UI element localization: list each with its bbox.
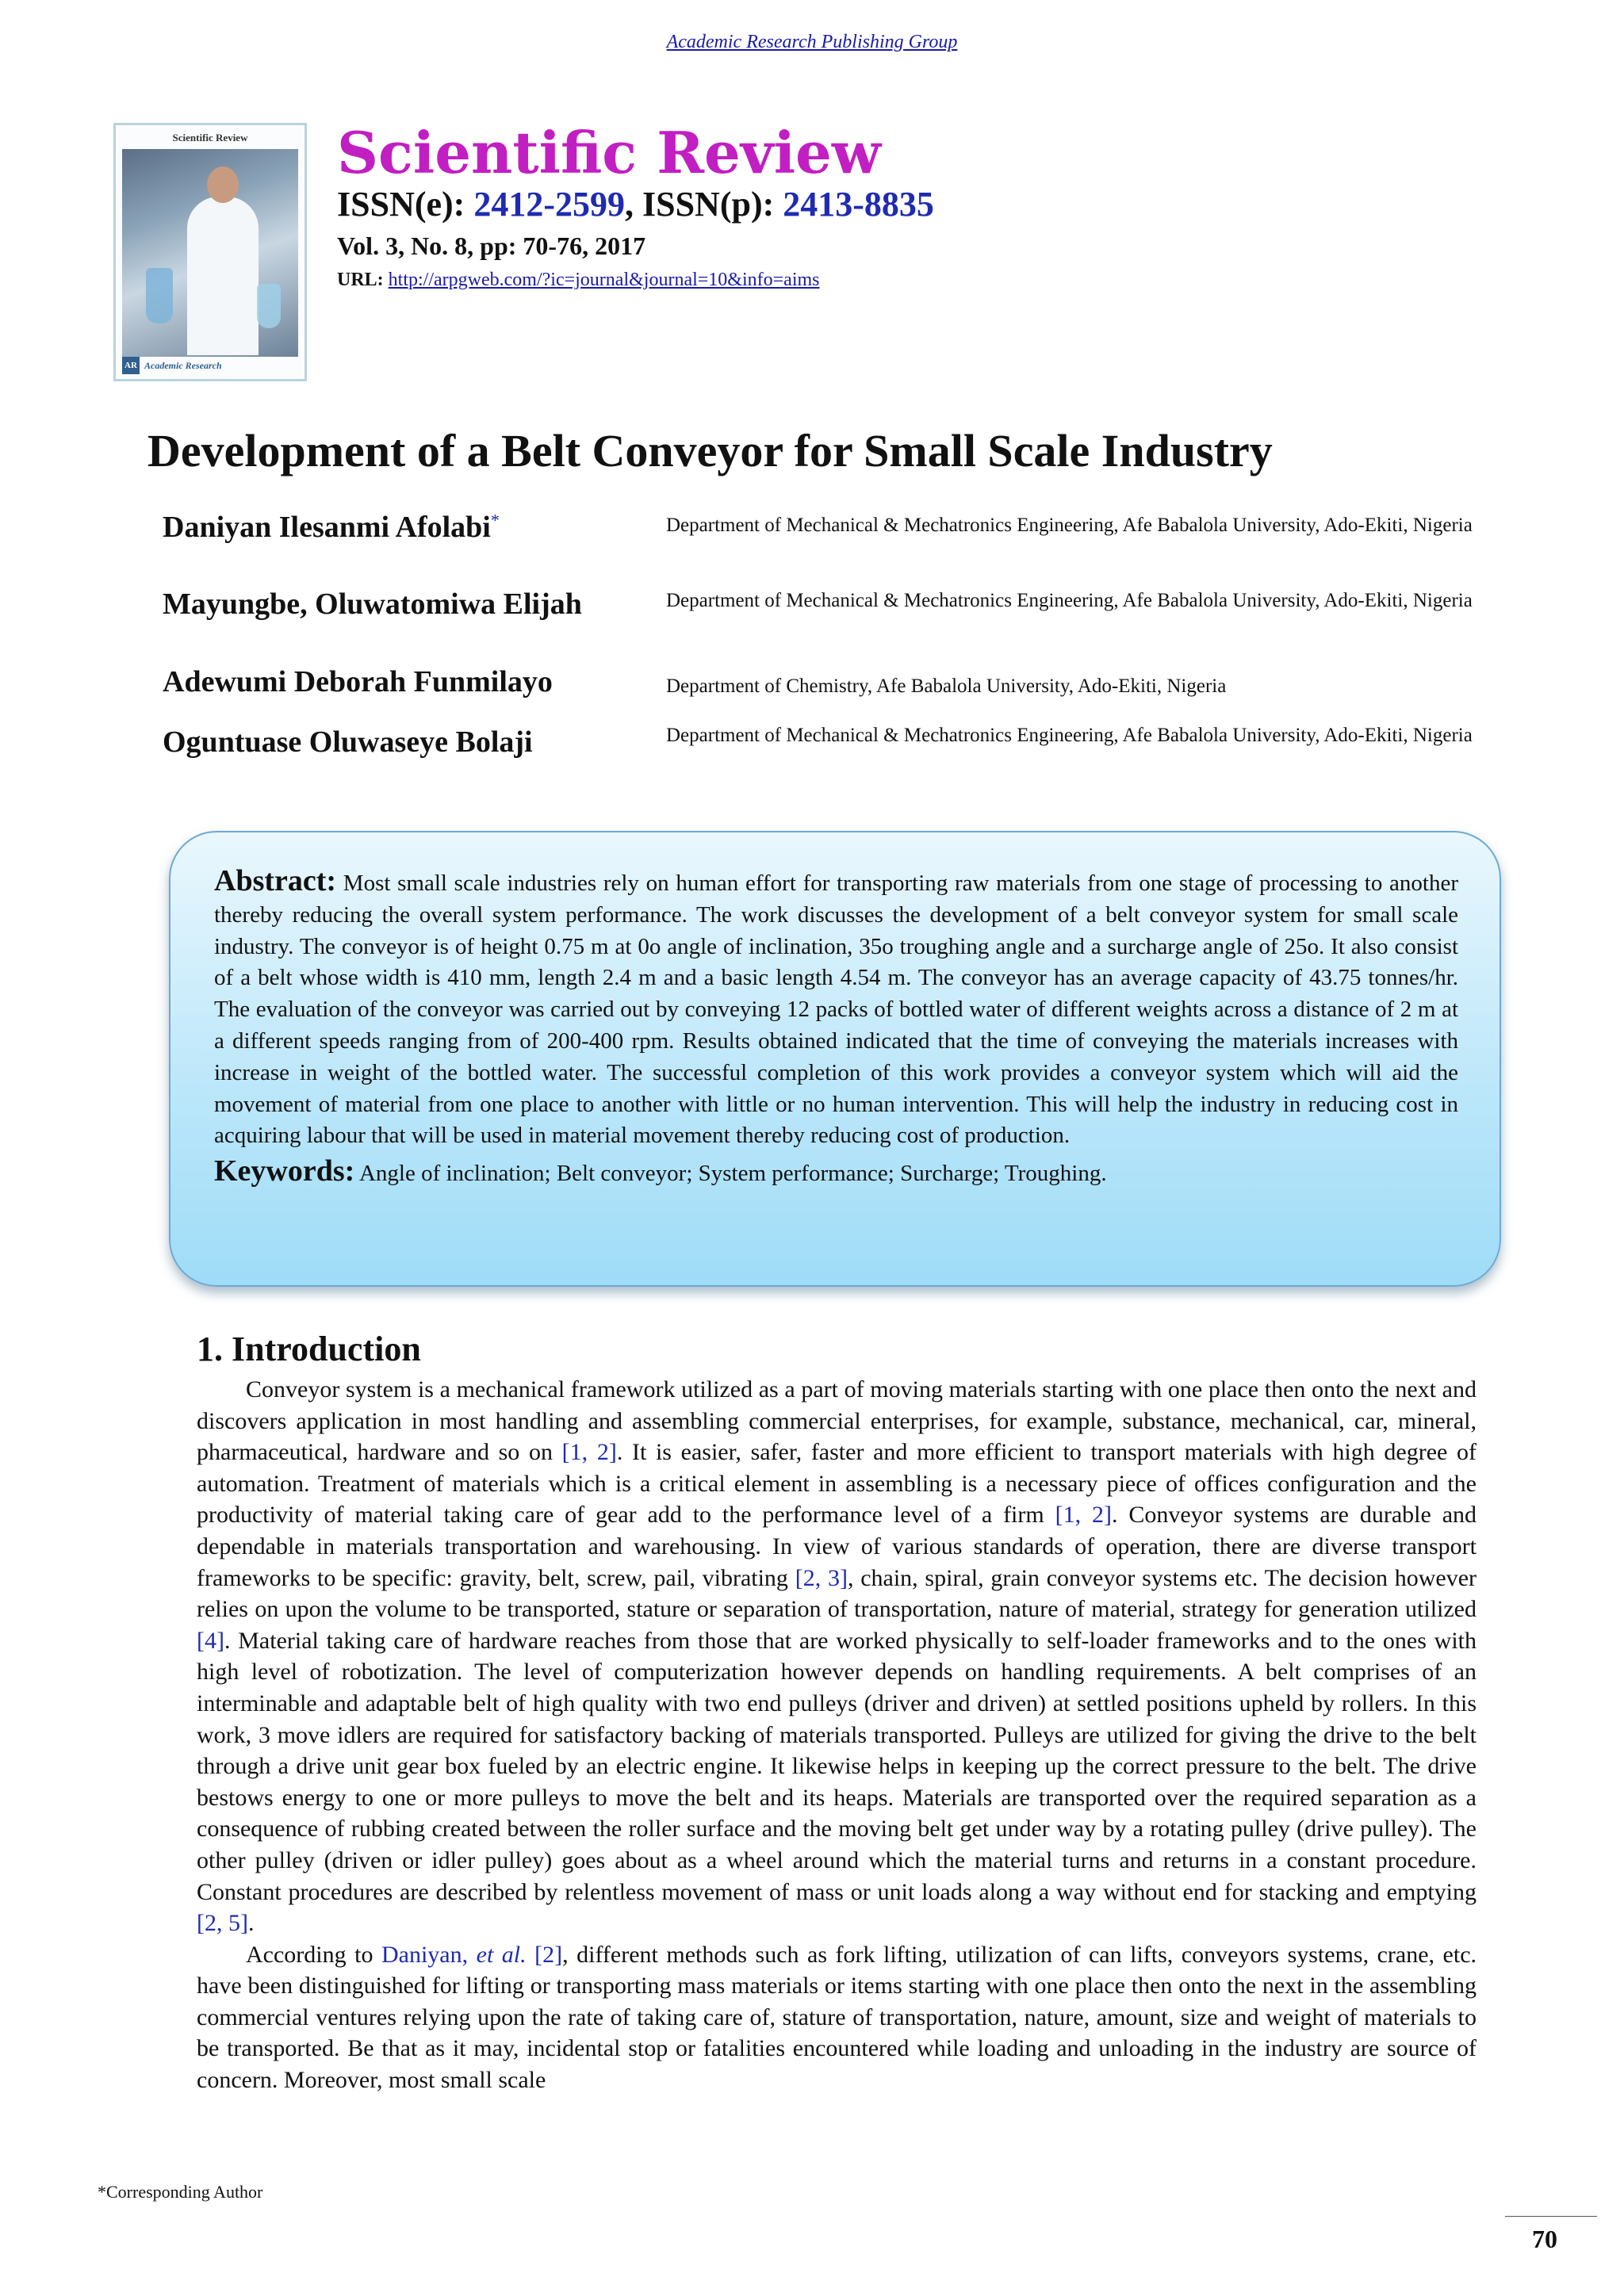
citation-link[interactable]: [1, 2] [1055,1502,1112,1529]
journal-url-link[interactable]: http://arpgweb.com/?ic=journal&journal=10&info=aims [388,270,820,290]
author-name-text: Daniyan Ilesanmi Afolabi [163,511,491,544]
citation-et-al[interactable]: et al. [476,1941,527,1968]
publisher-logo-text: Academic Research [144,359,222,371]
publisher-logo-mark: AR [122,357,140,374]
issn-line [337,184,934,224]
abstract-box [169,831,1501,1287]
keywords-line [214,1154,1458,1188]
author-name [163,725,533,760]
page-number-rule [1505,2216,1597,2217]
body-text-run: . [247,1910,255,1937]
body-text-run: According to [246,1941,381,1968]
body-text-run: , chain, spiral, grain conveyor systems etc. The decision however relies on upon the volume to be transported, stature or separation of transportation, nature of material, strategy for generation utilized [197,1564,1477,1623]
publisher-logo [122,357,222,374]
url-label: URL: [337,270,389,290]
body-text-run: Conveyor system is a mechanical framework utilized as a part of moving materials starting with one place then onto the next and discovers application in most handling and assembling commercial enterprises, for example, substance, mechanical, car, mineral, pharmaceutical, hardware and so on [197,1376,1477,1466]
citation-author-link[interactable]: Daniyan [381,1941,462,1968]
body-text-run: . Conveyor systems are durable and dependable in materials transportation and warehousing. In view of various standards of operation, there are diverse transport frameworks to be specific: gravity, belt, screw, pail, vibrating [197,1502,1477,1591]
cover-title: Scientific Review [172,132,248,144]
body-paragraph [197,1939,1477,2096]
flask-icon [146,268,173,323]
page-number: 70 [1532,2225,1557,2253]
section-heading-introduction: 1. Introduction [197,1330,421,1368]
keywords-label: Keywords: [214,1154,355,1188]
body-text-run: , [462,1941,477,1968]
citation-link[interactable]: [1, 2] [561,1439,617,1466]
issn-p-label: , ISSN(p): [624,185,783,224]
author-name-text: Mayungbe, Oluwatomiwa Elijah [163,587,582,621]
citation-link[interactable]: [2] [534,1941,563,1968]
author-name [163,664,553,699]
journal-name: Scientific Review [337,119,881,186]
keywords-text: Angle of inclination; Belt conveyor; System performance; Surcharge; Troughing. [358,1161,1107,1187]
body-text-run [527,1942,535,1968]
journal-cover-image [113,123,307,381]
paper-title: Development of a Belt Conveyor for Small Scale Industry [147,425,1273,476]
body-text-run: . Material taking care of hardware reaches from those that are worked physically to self-loader frameworks and to the ones with high level of robotization. The level of computerization however depends on handling requirements. A belt comprises of an interminable and adaptable belt of high quality with two end pulleys (driver and driven) at settled positions upheld by rollers. In this work, 3 move idlers are required for satisfactory backing of materials transported. Pulleys are utilized for giving the drive to the belt through a drive unit gear box fueled by an electric engine. It likewise helps in keeping up the correct pressure to the belt. The drive bestows energy to one or more pulleys to move the belt and its heaps. Materials are transported over the required separation as a consequence of rubbing created between the roller surface and the moving belt get under way by a rotating pulley (drive pulley). The other pulley (driven or idler pulley) goes about as a wheel around which the material turns and returns in a constant procedure. Constant procedures are described by relentless movement of mass or unit loads along a way without end for stacking and emptying [197,1627,1477,1905]
scientist-head [207,166,239,203]
introduction-body [197,1374,1477,2096]
citation-link[interactable]: [2, 3] [795,1564,848,1591]
abstract-paragraph [214,866,1458,1152]
author-affiliation: Department of Mechanical & Mechatronics Engineering, Afe Babalola University, Ado-Ekiti, Nigeria [666,590,1473,611]
author-name-text: Oguntuase Oluwaseye Bolaji [163,725,533,759]
corresponding-mark[interactable]: * [490,510,500,530]
flask-icon [257,284,281,328]
abstract-text: Most small scale industries rely on human effort for transporting raw materials from one stage of processing to another thereby reducing the overall system performance. The work discusses the development of a belt conveyor system for small scale industry. The conveyor is of height 0.75 m at 0o angle of inclination, 35o troughing angle and a surcharge angle of 25o. It also consist of a belt whose width is 410 mm, length 2.4 m and a basic length 4.54 m. The conveyor has an average capacity of 43.75 tonnes/hr. The evaluation of the conveyor was carried out by conveying 12 packs of bottled water of different weights across a distance of 2 m at a different speeds ranging from of 200-400 rpm. Results obtained indicated that the time of conveying the materials increases with increase in weight of the bottled water. The successful completion of this work provides a conveyor system which will aid the movement of material from one place to another with little or no human intervention. This will help the industry in reducing cost in acquiring labour that will be used in material movement thereby reducing cost of production. [214,871,1458,1149]
publisher-link[interactable]: Academic Research Publishing Group [666,32,958,52]
author-affiliation: Department of Chemistry, Afe Babalola University, Ado-Ekiti, Nigeria [666,675,1227,697]
author-name [163,510,500,545]
citation-link[interactable]: [2, 5] [197,1910,248,1937]
citation-link[interactable]: [4] [197,1627,224,1654]
cover-photo-scientist [122,149,298,357]
abstract-label: Abstract: [214,864,337,897]
body-paragraph [197,1374,1477,1939]
scientist-figure [187,197,259,355]
journal-url-line [337,270,820,291]
issn-e-label: ISSN(e): [337,185,474,224]
issn-p-value: 2413-8835 [783,185,934,224]
volume-line: Vol. 3, No. 8, pp: 70-76, 2017 [337,232,646,260]
author-affiliation: Department of Mechanical & Mechatronics Engineering, Afe Babalola University, Ado-Ekiti, Nigeria [666,725,1473,746]
issn-e-value: 2412-2599 [473,185,625,224]
author-affiliation: Department of Mechanical & Mechatronics Engineering, Afe Babalola University, Ado-Ekiti, Nigeria [666,515,1473,536]
body-text-run: . It is easier, safer, faster and more efficient to transport materials with high degree of automation. Treatment of materials which is a critical element in assembling is a necessary piece of offices configuration and the productivity of material taking care of gear add to the performance level of a firm [197,1439,1477,1529]
corresponding-author-footnote: *Corresponding Author [98,2182,263,2202]
author-name-text: Adewumi Deborah Funmilayo [163,665,553,698]
body-text-run: , different methods such as fork lifting, utilization of can lifts, conveyors systems, crane, etc. have been distinguished for lifting or transporting mass materials or items starting with one place then onto the next in the assembling commercial ventures relying upon the rate of taking care of, stature of transportation, nature, amount, size and weight of materials to be transported. Be that as it may, incidental stop or fatalities encountered while loading and unloading in the industry are source of concern. Moreover, most small scale [197,1941,1477,2094]
author-name [163,587,582,622]
